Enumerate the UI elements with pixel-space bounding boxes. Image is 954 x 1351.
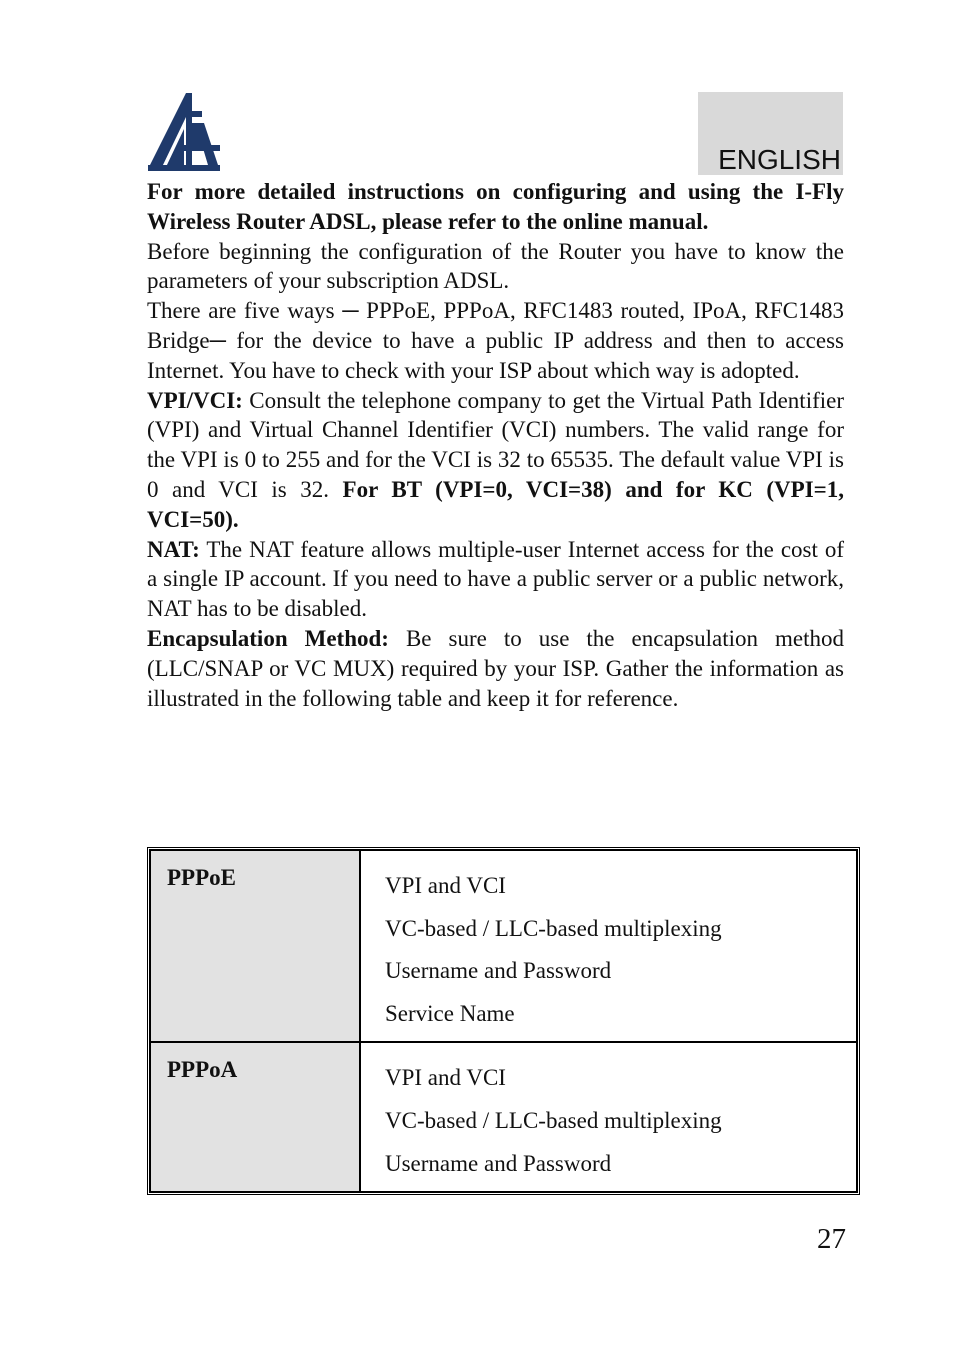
vpi-vci-term: VPI/VCI: <box>147 387 243 413</box>
table-row <box>150 1042 857 1192</box>
online-manual-notice: For more detailed instructions on configuring and using the I-Fly Wireless Router ADSL, please refer to the online manual. <box>147 179 844 234</box>
bt-kc-note: For BT (VPI=0, VCI=38) and for KC (VPI=1, VCI=50). <box>147 476 845 532</box>
list-item: VPI and VCI <box>385 873 506 898</box>
atlantis-logo-icon <box>148 93 220 171</box>
list-item: VC-based / LLC-based multiplexing <box>385 1107 722 1133</box>
list-item: Username and Password <box>385 958 612 984</box>
protocol-label: PPPoE <box>167 865 236 890</box>
protocol-cell <box>150 1042 360 1192</box>
protocol-label: PPPoA <box>167 1057 238 1083</box>
page-number: 27 <box>817 1223 846 1255</box>
list-item: VC-based / LLC-based multiplexing <box>385 915 722 941</box>
list-item: Service Name <box>385 1000 515 1026</box>
language-label: ENGLISH <box>718 144 841 175</box>
required-parameters-table <box>147 847 860 1195</box>
parameters-cell <box>360 850 857 1042</box>
vpi-vci-text: Consult the telephone company to get the Virtual Path Identifier (VPI) and Virtual Channel Identifier (VCI) numbers. The valid range for the VPI is 0 to 255 and for the VCI is 32 to 65535. The default value VPI is 0 and VCI is 32. <box>147 387 844 502</box>
protocol-cell <box>150 850 360 1042</box>
gather-text: Gather the information as illustrated in the following table and keep it for reference. <box>147 655 844 711</box>
parameters-cell <box>360 1042 857 1192</box>
paragraph-nat <box>147 535 844 624</box>
language-badge <box>698 92 843 175</box>
paragraph-before-beginning: Before beginning the configuration of the Router you have to know the parameters of your subscription ADSL. <box>147 238 844 294</box>
instructions-text <box>147 177 844 713</box>
list-item: Username and Password <box>385 1150 612 1176</box>
encapsulation-term: Encapsulation Method: <box>147 625 389 651</box>
nat-text: The NAT feature allows multiple-user Internet access for the cost of a single IP account. If you need to have a public server or a public network, NAT has to be disabled. <box>147 536 844 622</box>
paragraph-five-ways: There are five ways ─ PPPoE, PPPoA, RFC1483 routed, IPoA, RFC1483 Bridge─ for the device to have a public IP address and then to access Internet. You have to check with your ISP about which way is adopted. <box>147 298 844 383</box>
list-item: VPI and VCI <box>385 1065 506 1091</box>
paragraph-encapsulation <box>147 624 844 713</box>
table-row <box>150 850 857 1042</box>
nat-term: NAT: <box>147 536 200 562</box>
encapsulation-text: Be sure to use the encapsulation method (LLC/SNAP or VC MUX) required by your ISP. <box>147 625 844 681</box>
paragraph-vpi-vci <box>147 386 844 535</box>
